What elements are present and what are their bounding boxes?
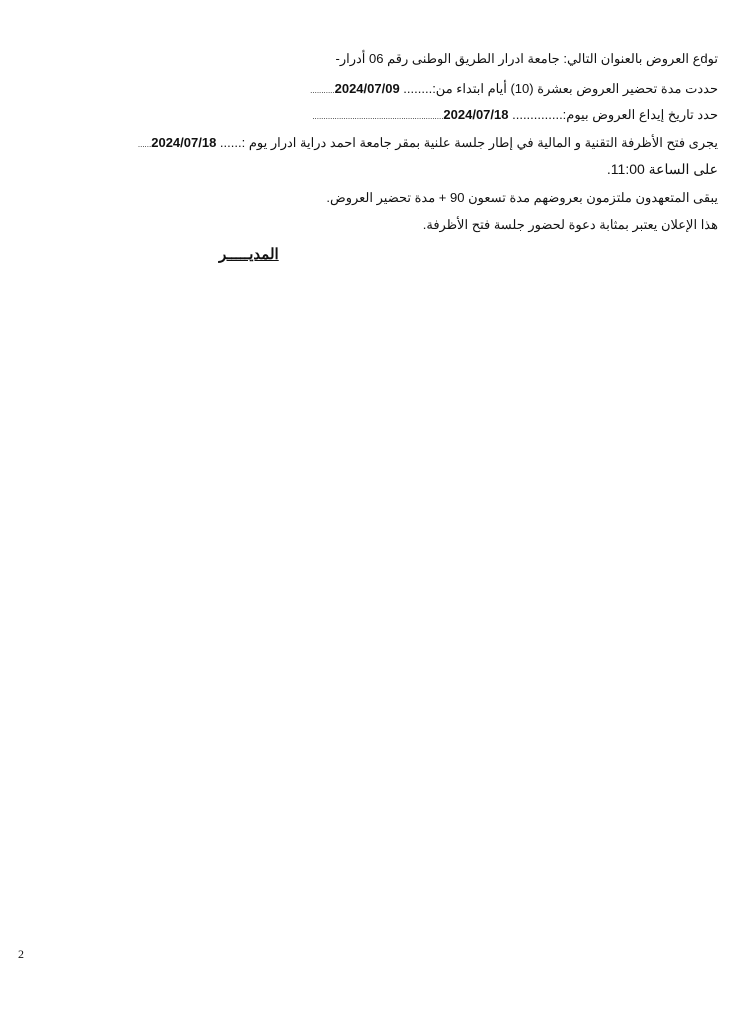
delivery-address-line bbox=[336, 50, 719, 68]
delivery-address-text: توdع العروض بالعنوان التالي: جامعة ادرار الطريق الوطنى رقم 06 أدرار- bbox=[335, 51, 718, 66]
invitation-line bbox=[423, 216, 718, 234]
opening-time-line bbox=[607, 160, 718, 178]
deposit-date: 2024/07/18 bbox=[443, 107, 509, 122]
opening-dots: ...... bbox=[137, 140, 152, 149]
director-signature-title: المديـــــر bbox=[219, 246, 279, 263]
prep-period-dots: ........... bbox=[310, 86, 335, 95]
prep-period-line bbox=[310, 80, 718, 100]
opening-text: يجرى فتح الأظرفة التقنية و المالية في إطار جلسة علنية بمقر جامعة احمد دراية ادرار يوم :...... bbox=[216, 135, 718, 150]
commitment-text: يبقى المتعهدون ملتزمون بعروضهم مدة تسعون 90 + مدة تحضير العروض. bbox=[326, 190, 718, 205]
deposit-text: حدد تاريخ إيداع العروض بيوم:.............. bbox=[508, 107, 718, 122]
opening-date: 2024/07/18 bbox=[151, 135, 217, 150]
page-number: 2 bbox=[18, 947, 24, 961]
invitation-text: هذا الإعلان يعتبر بمثابة دعوة لحضور جلسة فتح الأظرفة. bbox=[422, 217, 718, 232]
commitment-line bbox=[326, 189, 718, 207]
deposit-date-line bbox=[312, 106, 718, 126]
opening-time-text: على الساعة 11:00. bbox=[606, 161, 718, 177]
opening-session-line bbox=[138, 134, 718, 154]
prep-period-date: 2024/07/09 bbox=[334, 81, 400, 96]
prep-period-text: حددت مدة تحضير العروض بعشرة (10) أيام ابتداء من:........ bbox=[399, 81, 718, 96]
deposit-dots: ........................................................... bbox=[312, 112, 444, 121]
